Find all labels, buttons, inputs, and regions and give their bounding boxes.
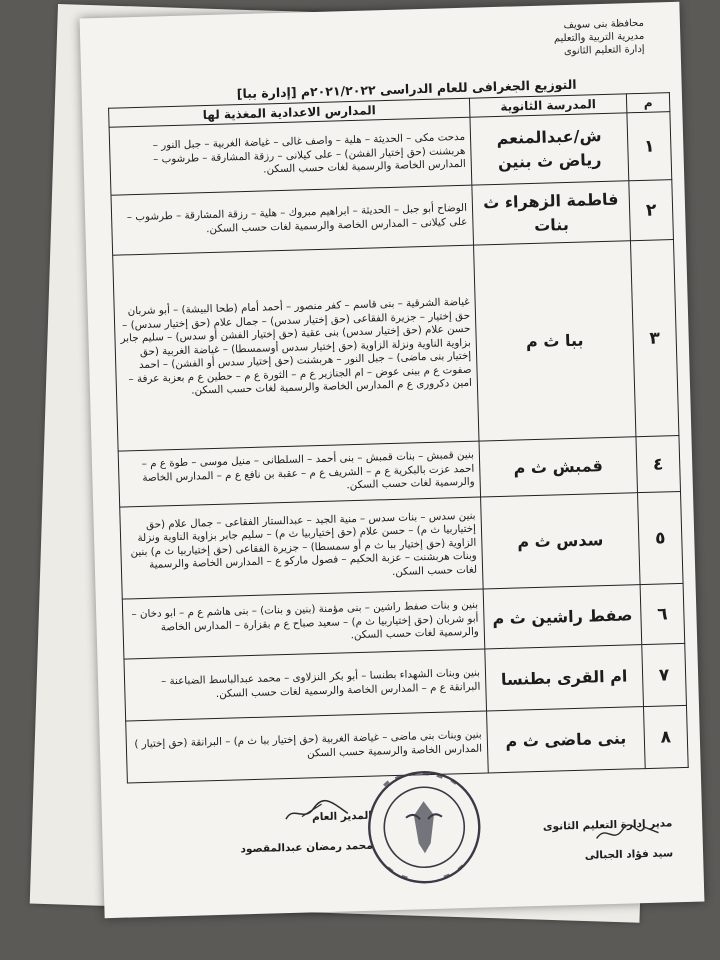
table-row	[113, 240, 679, 452]
row-school: ش/عبدالمنعم رياض ث بنين	[470, 113, 629, 185]
row-num: ٣	[630, 240, 678, 437]
table-row	[120, 491, 683, 599]
row-num: ٧	[642, 643, 687, 706]
distribution-table	[108, 92, 689, 783]
row-areas: الوضاح أبو جبل – الحديثة – ابراهيم مبروك – هلية – رزقة المشارقة – طرشوب – على كيلانى – المدارس الخاصة والرسمية لغات حسب السكن.	[111, 185, 474, 255]
header-num: م	[626, 93, 670, 113]
row-num: ٥	[638, 491, 684, 584]
header-school: المدرسة الثانوية	[469, 94, 626, 117]
row-school: بنى ماضى ث م	[487, 707, 646, 773]
signature-name: سيد فؤاد الجبالى	[584, 847, 674, 862]
signature-title: مدير إدارة التعليم الثانوى	[542, 817, 673, 833]
row-areas: بنين وبنات الشهداء بطنسا – أبو بكر النزلاوى – محمد عبدالباسط الضباعنة – البرانقة ع م – المدارس الخاصة والرسمية لغات حسب السكن.	[124, 649, 487, 721]
row-areas: بنين سدس – بنات سدس – منية الجيد – عبدالستار الفقاعى – جمال علام (حق إختياربيا ث م) – حسن علام (حق إختياربيا ث م) – سليم جابر بزاوية الناوية ونزلة الزاوية (حق إختيار ببا ث م أو سمسطا) – جزيرة الفقاعى (حق إختياربيا ث م) بنين وبنات هربشنت – عزبة الحكيم – فصول ماركو ع – المدارس الخاصة والرسمية لغات حسب السكن.	[120, 497, 483, 599]
row-school: ببا ث م	[474, 241, 636, 441]
document-sheet	[80, 2, 705, 918]
row-areas: بنين وبنات بنى ماضى – غياضة الغربية (حق إختيار ببا ث م) – البرانقة (حق إختيار ) المدارس الخاصة والرسمية حسب السكن	[126, 711, 489, 783]
row-num: ٤	[636, 435, 681, 492]
row-areas: بنين قمبش – بنات قمبش – بنى أحمد – السلطانى – منيل موسى – طوة ع م – احمد عزت بالبكرية ع م – الشريف ع م – عقبة بن نافع ع م – المدارس الخاصة والرسمية لغات حسب السكن.	[118, 441, 480, 507]
row-school: قمبش ث م	[479, 437, 638, 497]
letterhead-directorate: مديرية التربية والتعليم	[553, 30, 645, 45]
row-areas: غياضة الشرقية – بنى قاسم – كفر منصور – أحمد أمام (طحا البيشة) – أبو شربان حق إختيار – جزيرة الفقاعى (حق إختيار سدس) – جمال علام (حق إختيار سدس) – حسن علام (حق إختيار سدس) بنى عقبة (حق إختيار الفشن أو سدس) – سليم جابر بزاوية الناوية ونزلة الزاوية (حق إختيار سدس أوسمسطا) – غياضة الغربية (حق إختيار بنى ماضى) – جبل النور – هربشنت (حق إختيار سدس أو الفشن) – احمد صفوت ع م ببنى عوض – ام الجنازير ع م – الثورة ع م – حطين ع م بعزبة عرفة – امين دكرورى ع م المدارس الخاصة والرسمية لغات حسب السكن.	[113, 245, 479, 451]
row-num: ٨	[643, 705, 688, 768]
signature-title: المدير العام	[311, 809, 373, 824]
row-num: ٦	[640, 583, 685, 644]
letterhead	[553, 17, 644, 59]
handwritten-signature-left	[281, 797, 352, 825]
signature-name: محمد رمضان عبدالمقصود	[240, 839, 373, 856]
row-areas: بنين و بنات صفط راشين – بنى مؤمنة (بنين و بنات) – بنى هاشم ع م – ابو دخان – أبو شربان (حق إختياربيا ث م) – سعيد صباح ع م بقزارة – المدارس الخاصة والرسمية لغات حسب السكن.	[122, 589, 485, 659]
header-areas: المدارس الاعدادية المغذية لها	[109, 98, 470, 127]
row-school: سدس ث م	[481, 493, 641, 589]
document-title: التوزيع الجغرافى للعام الدراسى ٢٠٢١/٢٠٢٢م [إدارة ببا]	[236, 76, 577, 102]
row-school: ام القرى بطنسا	[485, 645, 644, 711]
row-school: فاطمة الزهراء ث بنات	[472, 181, 631, 245]
row-school: صفط راشين ث م	[483, 585, 642, 649]
row-num: ٢	[629, 180, 674, 241]
row-areas: مدحت مكى – الحديثة – هلية – واصف غالى – غياضة الغربية – جبل النور – هربشنت (حق إختيار الفشن) – على كيلانى – رزقة المشارقة – طرشوب – المدارس الخاصة والرسمية لغات حسب السكن.	[109, 117, 472, 195]
letterhead-administration: إدارة التعليم الثانوى	[563, 43, 645, 58]
official-stamp-seal	[363, 766, 486, 889]
handwritten-signature-right	[592, 821, 663, 847]
letterhead-governorate: محافظة بنى سويف	[563, 17, 645, 32]
row-num: ١	[627, 112, 672, 181]
